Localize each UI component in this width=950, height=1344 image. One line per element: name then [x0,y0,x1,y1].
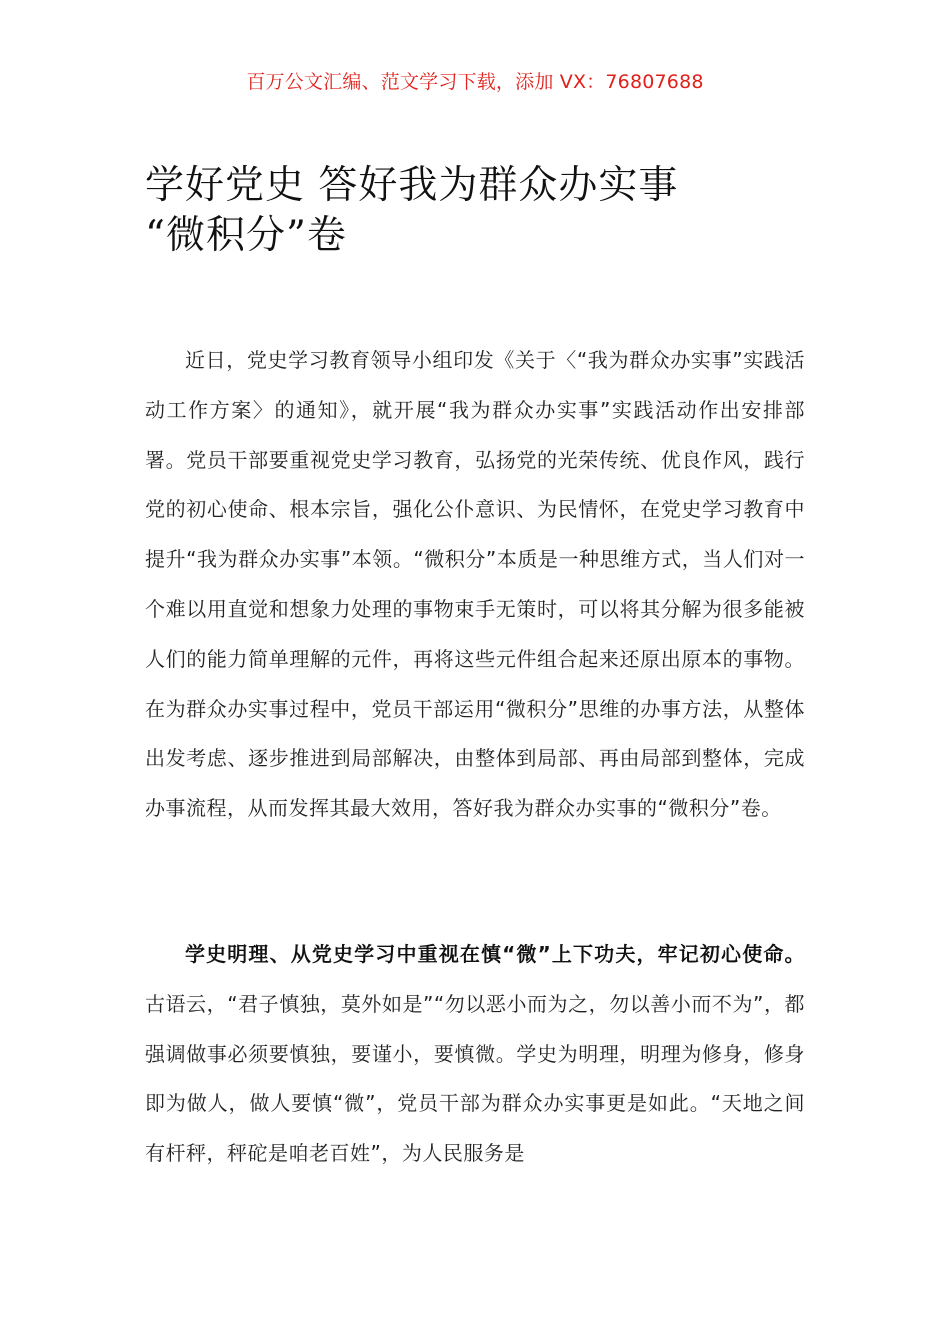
header-notice: 百万公文汇编、范文学习下载，添加 VX：76807688 [246,71,704,93]
paragraph-2-text: 古语云，“君子慎独，莫外如是”“勿以恶小而为之，勿以善小而不为”，都强调做事必须要慎独，要谨小，要慎微。学史为明理，明理为修身，修身即为做人，做人要慎“微”，党员干部为群众办实事更是如此。“天地之间有杆秤，秤砣是咱老百姓”，为人民服务是 [145,991,805,1166]
paragraph-1 [145,336,805,834]
document-title [145,161,825,261]
paragraph-2 [145,930,805,1179]
paragraph-2-lead: 学史明理、从党史学习中重视在慎“微”上下功夫，牢记初心使命。 [185,942,805,966]
paragraph-1-text: 近日，党史学习教育领导小组印发《关于〈“我为群众办实事”实践活动工作方案〉的通知》，就开展“我为群众办实事”实践活动作出安排部署。党员干部要重视党史学习教育，弘扬党的光荣传统、优良作风，践行党的初心使命、根本宗旨，强化公仆意识、为民情怀，在党史学习教育中提升“我为群众办实事”本领。“微积分”本质是一种思维方式，当人们对一个难以用直觉和想象力处理的事物束手无策时，可以将其分解为很多能被人们的能力简单理解的元件，再将这些元件组合起来还原出原本的事物。在为群众办实事过程中，党员干部运用“微积分”思维的办事方法，从整体出发考虑、逐步推进到局部解决，由整体到局部、再由局部到整体，完成办事流程，从而发挥其最大效用，答好我为群众办实事的“微积分”卷。 [145,348,805,821]
title-line-2: “微积分”卷 [145,213,347,258]
title-line-1: 学好党史 答好我为群众办实事 [145,163,679,208]
